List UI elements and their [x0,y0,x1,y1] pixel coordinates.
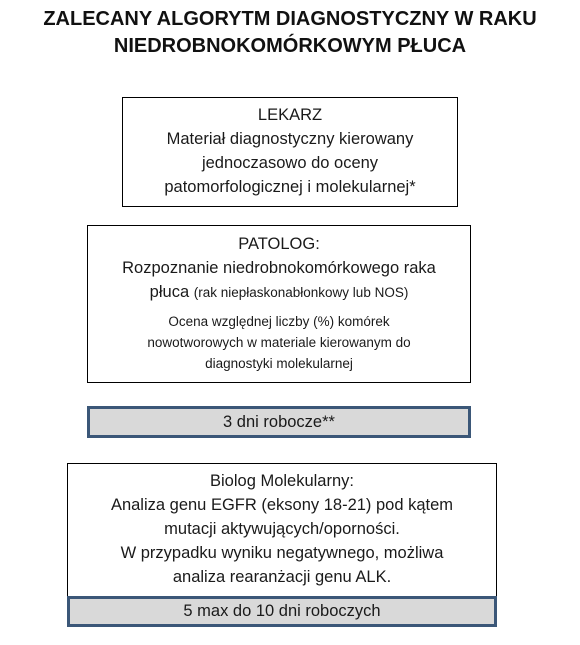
lekarz-box [122,97,458,207]
patolog-note-line: Ocena względnej liczby (%) komórek [168,314,390,329]
title-line-2: NIEDROBNOKOMÓRKOWYM PŁUCA [113,35,467,57]
patolog-line-1: Rozpoznanie niedrobnokomórkowego raka [122,259,436,277]
biolog-line: Analiza genu EGFR (eksony 18-21) pod kątem [110,496,454,514]
biolog-line: analiza rearanżacji genu ALK. [172,568,392,586]
step-duration-1: 3 dni robocze** [87,406,471,438]
diagram-title [0,6,580,60]
patolog-line-2-paren: (rak niepłaskonabłonkowy lub NOS) [193,285,409,300]
lekarz-heading: LEKARZ [257,106,323,124]
lekarz-line: Materiał diagnostyczny kierowany [166,130,414,148]
biolog-box [67,463,497,599]
patolog-line-2-main: płuca [149,283,190,301]
patolog-note [88,311,470,374]
patolog-heading: PATOLOG: [238,235,320,253]
patolog-line-2 [88,280,470,305]
step-duration-2: 5 max do 10 dni roboczych [67,596,497,627]
biolog-line: mutacji aktywujących/oporności. [164,520,400,538]
biolog-heading: Biolog Molekularny: [210,472,354,490]
patolog-note-line: diagnostyki molekularnej [205,356,353,371]
biolog-line: W przypadku wyniku negatywnego, możliwa [120,544,444,562]
lekarz-line: jednoczasowo do oceny [201,154,379,172]
patolog-box [87,225,471,383]
patolog-note-line: nowotworowych w materiale kierowanym do [147,335,411,350]
title-line-1: ZALECANY ALGORYTM DIAGNOSTYCZNY W RAKU [43,8,537,30]
lekarz-line: patomorfologicznej i molekularnej* [164,178,416,196]
